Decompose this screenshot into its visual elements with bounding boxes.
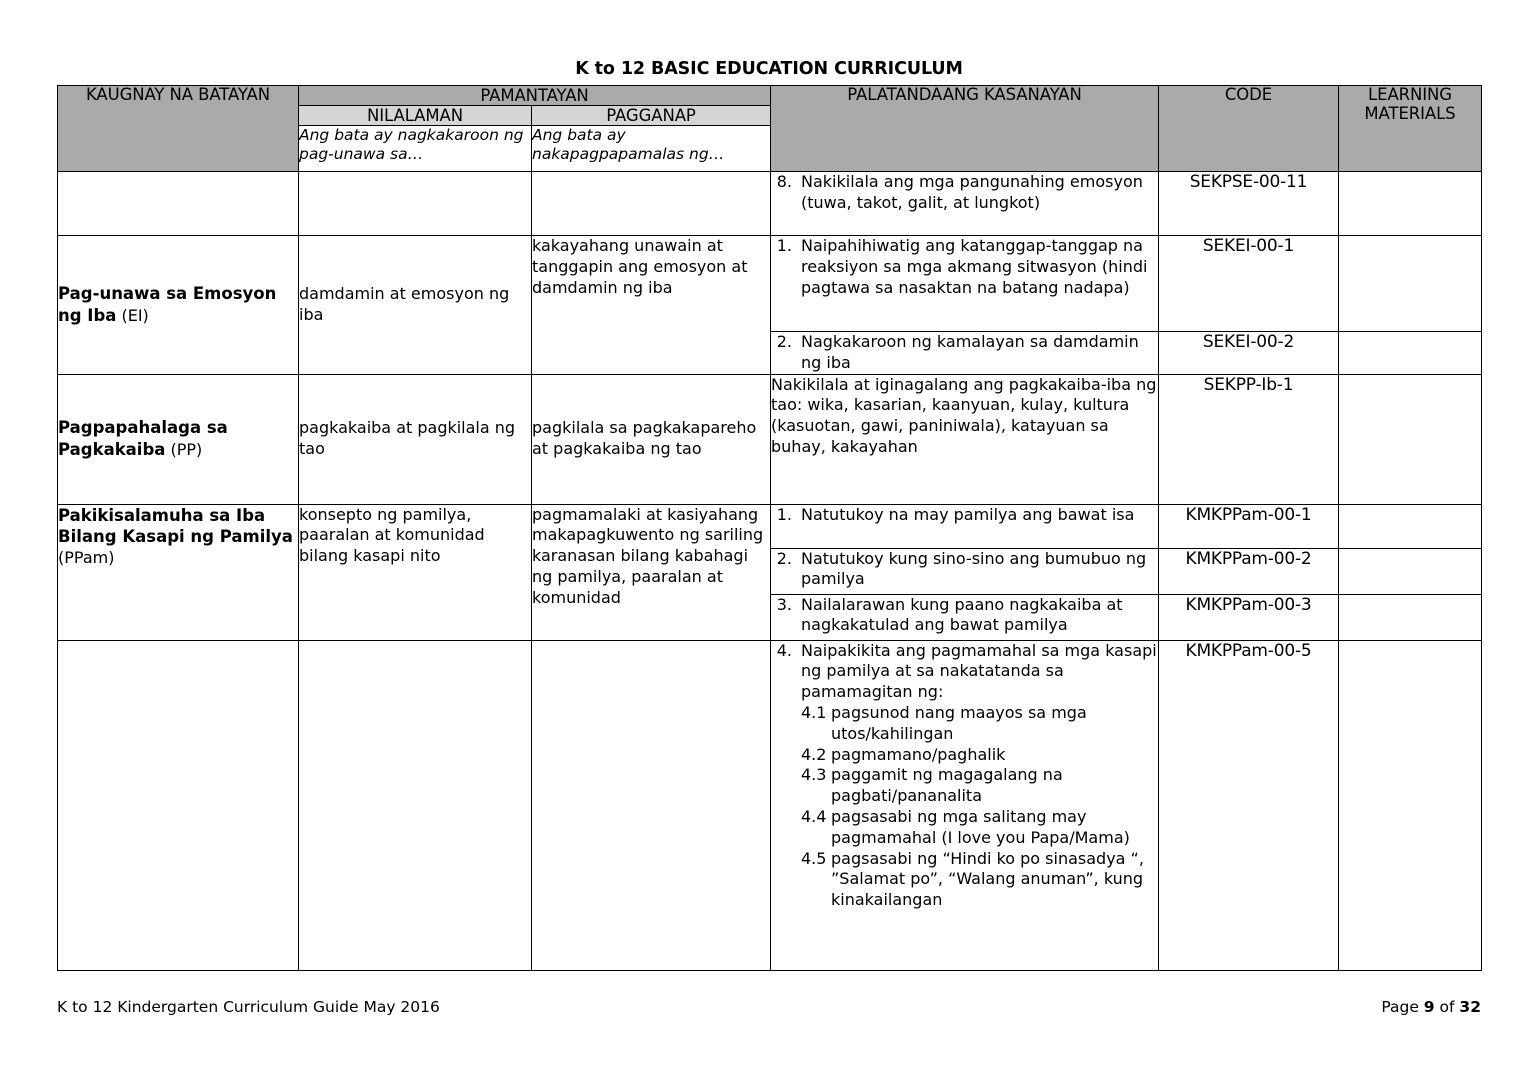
table-row bbox=[58, 374, 1482, 504]
cell-learning-materials bbox=[1339, 594, 1482, 640]
table-row bbox=[58, 640, 1482, 970]
cell-pagganap: kakayahang unawain at tanggapin ang emosyon at damdamin ng iba bbox=[532, 236, 771, 375]
cell-nilalaman bbox=[299, 640, 532, 970]
cell-learning-materials bbox=[1339, 374, 1482, 504]
column-header-code: CODE bbox=[1159, 86, 1339, 172]
cell-palatandaang-kasanayan bbox=[771, 332, 1159, 375]
cell-pagganap: pagkilala sa pagkakapareho at pagkakaiba ng tao bbox=[532, 374, 771, 504]
cell-learning-materials bbox=[1339, 504, 1482, 548]
skill-subitem-number: 4.3 bbox=[801, 765, 827, 785]
cell-kaugnay bbox=[58, 172, 299, 236]
skill-text: Nakikilala ang mga pangunahing emosyon (tuwa, takot, galit, at lungkot) bbox=[801, 172, 1143, 212]
cell-palatandaang-kasanayan bbox=[771, 504, 1159, 548]
footer-page-label: Page bbox=[1381, 998, 1419, 1016]
footer-total-pages: 32 bbox=[1459, 998, 1481, 1016]
cell-pagganap: pagmamalaki at kasiyahang makapagkuwento ng sariling karanasan bilang kabahagi ng pamilya, paaralan at komunidad bbox=[532, 504, 771, 640]
pagganap-descriptor: Ang bata ay nakapagpapamalas ng… bbox=[532, 126, 771, 172]
skill-text: Natutukoy na may pamilya ang bawat isa bbox=[801, 504, 1135, 524]
skill-subitem bbox=[801, 703, 1158, 745]
nilalaman-descriptor: Ang bata ay nagkakaroon ng pag-unawa sa… bbox=[299, 126, 532, 172]
cell-code: SEKPSE-00-11 bbox=[1159, 172, 1339, 236]
skill-text: Naipakikita ang pagmamahal sa mga kasapi ng pamilya at sa nakatatanda sa pamamagitan ng: bbox=[801, 640, 1157, 702]
column-header-learning-materials: LEARNING MATERIALS bbox=[1339, 86, 1482, 172]
skill-number: 4. bbox=[776, 640, 792, 660]
skill-number: 8. bbox=[776, 172, 792, 191]
footer-page-indicator bbox=[1381, 998, 1481, 1016]
table-row bbox=[58, 504, 1482, 548]
skill-number: 1. bbox=[776, 236, 792, 255]
skill-text: Nakikilala at iginagalang ang pagkakaiba-iba ng tao: wika, kasarian, kaanyuan, kulay, kultura (kasuotan, gawi, paniniwala), katayuan sa buhay, kakayahan bbox=[771, 374, 1157, 456]
skill-subitem-text: paggamit ng magagalang na pagbati/pananalita bbox=[831, 765, 1063, 806]
cell-learning-materials bbox=[1339, 548, 1482, 594]
skill-subitem-number: 4.4 bbox=[801, 806, 827, 826]
skill-number: 2. bbox=[776, 548, 792, 568]
domain-name: Pagpapahalaga sa Pagkakaiba bbox=[58, 418, 228, 460]
cell-nilalaman: pagkakaiba at pagkilala ng tao bbox=[299, 374, 532, 504]
cell-learning-materials bbox=[1339, 640, 1482, 970]
cell-code: KMKPPam-00-1 bbox=[1159, 504, 1339, 548]
skill-number: 2. bbox=[776, 332, 792, 351]
skill-subitem-text: pagsasabi ng “Hindi ko po sinasadya “, ”Salamat po”, “Walang anuman”, kung kinakailangan bbox=[831, 848, 1144, 910]
skill-subitem bbox=[801, 849, 1158, 911]
cell-nilalaman: damdamin at emosyon ng iba bbox=[299, 236, 532, 375]
cell-learning-materials bbox=[1339, 236, 1482, 332]
cell-kaugnay bbox=[58, 640, 299, 970]
cell-palatandaang-kasanayan bbox=[771, 172, 1159, 236]
column-header-kaugnay-na-batayan: KAUGNAY NA BATAYAN bbox=[58, 86, 299, 172]
skill-sublist bbox=[801, 703, 1158, 911]
skill-subitem-text: pagmamano/paghalik bbox=[831, 744, 1006, 764]
cell-palatandaang-kasanayan bbox=[771, 640, 1159, 970]
cell-code: KMKPPam-00-3 bbox=[1159, 594, 1339, 640]
cell-code: SEKPP-Ib-1 bbox=[1159, 374, 1339, 504]
cell-code: KMKPPam-00-2 bbox=[1159, 548, 1339, 594]
footer-page-number: 9 bbox=[1423, 998, 1435, 1016]
column-header-pagganap: PAGGANAP bbox=[532, 106, 771, 126]
cell-nilalaman: konsepto ng pamilya, paaralan at komunidad bilang kasapi nito bbox=[299, 504, 532, 640]
footer-of-label: of bbox=[1439, 998, 1455, 1016]
domain-abbreviation: (PPam) bbox=[58, 548, 115, 568]
table-row bbox=[58, 172, 1482, 236]
cell-palatandaang-kasanayan bbox=[771, 236, 1159, 332]
skill-text: Nailalarawan kung paano nagkakaiba at nagkakatulad ang bawat pamilya bbox=[801, 594, 1123, 635]
cell-code: SEKEI-00-1 bbox=[1159, 236, 1339, 332]
cell-palatandaang-kasanayan bbox=[771, 594, 1159, 640]
cell-learning-materials bbox=[1339, 332, 1482, 375]
skill-subitem-number: 4.2 bbox=[801, 744, 827, 764]
cell-learning-materials bbox=[1339, 172, 1482, 236]
cell-code: SEKEI-00-2 bbox=[1159, 332, 1339, 375]
skill-subitem bbox=[801, 745, 1158, 766]
skill-subitem-number: 4.5 bbox=[801, 848, 827, 868]
domain-abbreviation: (PP) bbox=[170, 440, 203, 460]
footer-document-label: K to 12 Kindergarten Curriculum Guide May 2016 bbox=[57, 998, 440, 1016]
cell-kaugnay bbox=[58, 236, 299, 375]
cell-pagganap bbox=[532, 172, 771, 236]
skill-subitem-text: pagsunod nang maayos sa mga utos/kahilingan bbox=[831, 702, 1087, 743]
skill-subitem bbox=[801, 765, 1158, 807]
column-header-palatandaang-kasanayan: PALATANDAANG KASANAYAN bbox=[771, 86, 1159, 172]
page-title: K to 12 BASIC EDUCATION CURRICULUM bbox=[575, 59, 963, 79]
column-header-nilalaman: NILALAMAN bbox=[299, 106, 532, 126]
cell-pagganap bbox=[532, 640, 771, 970]
page-footer bbox=[57, 998, 1481, 1016]
skill-text: Nagkakaroon ng kamalayan sa damdamin ng iba bbox=[801, 332, 1139, 372]
domain-abbreviation: (EI) bbox=[121, 305, 149, 325]
cell-kaugnay bbox=[58, 504, 299, 640]
skill-number: 3. bbox=[776, 594, 792, 614]
skill-subitem-number: 4.1 bbox=[801, 702, 827, 722]
skill-text: Naipahihiwatig ang katanggap-tanggap na reaksiyon sa mga akmang sitwasyon (hindi pagtawa sa nasaktan na batang nadapa) bbox=[801, 236, 1148, 297]
domain-name: Pag-unawa sa Emosyon ng Iba bbox=[58, 284, 277, 325]
cell-nilalaman bbox=[299, 172, 532, 236]
skill-text: Natutukoy kung sino-sino ang bumubuo ng pamilya bbox=[801, 548, 1147, 589]
cell-code: KMKPPam-00-5 bbox=[1159, 640, 1339, 970]
cell-kaugnay bbox=[58, 374, 299, 504]
cell-palatandaang-kasanayan bbox=[771, 374, 1159, 504]
domain-name: Pakikisalamuha sa Iba Bilang Kasapi ng Pamilya bbox=[58, 505, 293, 547]
table-row bbox=[58, 236, 1482, 332]
skill-subitem-text: pagsasabi ng mga salitang may pagmamahal (I love you Papa/Mama) bbox=[831, 806, 1130, 847]
table-header-row-1 bbox=[58, 86, 1482, 106]
skill-number: 1. bbox=[776, 504, 792, 524]
curriculum-table bbox=[57, 85, 1482, 971]
cell-palatandaang-kasanayan bbox=[771, 548, 1159, 594]
column-header-pamantayan: PAMANTAYAN bbox=[299, 86, 771, 106]
skill-subitem bbox=[801, 807, 1158, 849]
